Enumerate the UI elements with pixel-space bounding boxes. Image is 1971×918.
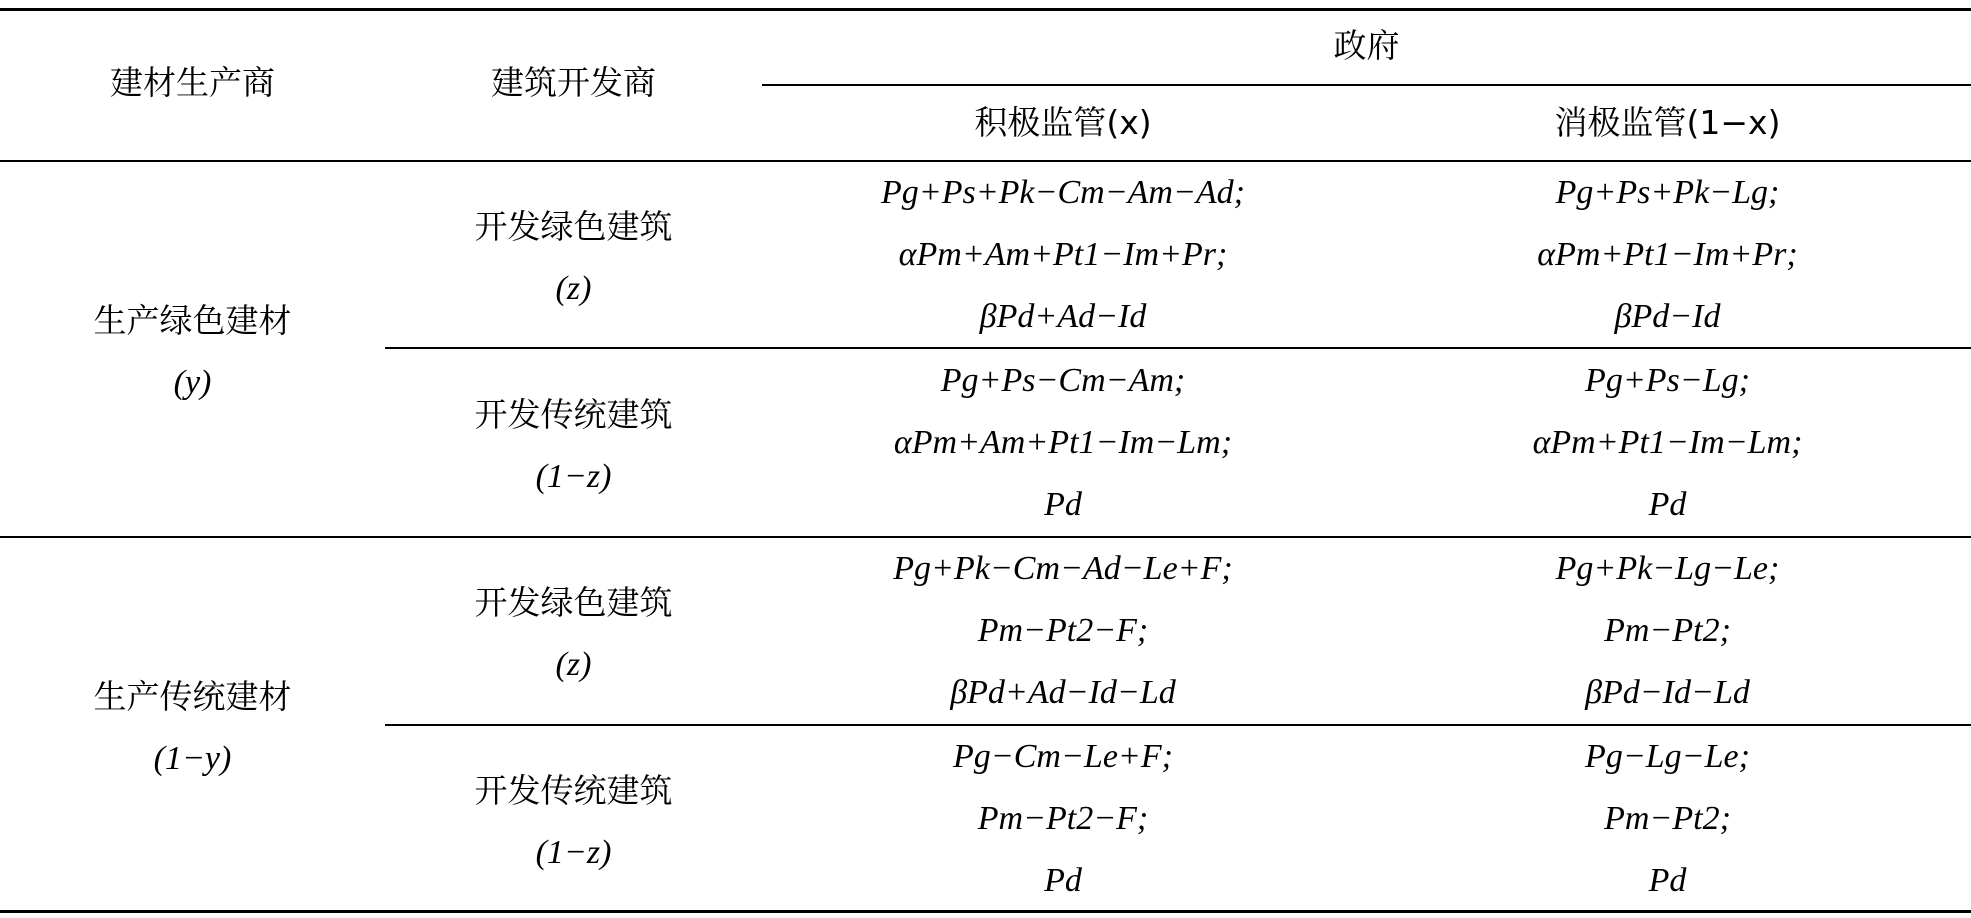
payoff-line: Pd [1648,486,1687,523]
payoff-line: αPm+Am+Pt1−Im−Lm; [893,424,1233,461]
header-producer: 建材生产商 [110,63,275,102]
payoff-line: Pd [1648,862,1687,899]
developer-green-1 [385,196,762,320]
table-top-rule [0,8,1971,11]
producer-green-label: 生产绿色建材 [93,301,292,340]
developer-label: 开发传统建筑 [474,771,673,810]
payoff-line: Pd [1044,862,1082,899]
producer-green [0,290,385,414]
producer-traditional [0,666,385,790]
payoff-line: Pm−Pt2−F; [977,612,1149,649]
payoff-line: Pg+Ps+Pk−Cm−Am−Ad; [881,174,1245,211]
payoff-passive-row3 [1364,538,1971,724]
payoff-line: Pm−Pt2−F; [977,800,1149,837]
payoff-line: Pm−Pt2; [1604,612,1731,649]
developer-traditional-2 [385,760,762,884]
developer-label: 开发绿色建筑 [474,207,673,246]
producer-green-prob: (y) [173,364,212,401]
producer-traditional-label: 生产传统建材 [93,677,292,716]
payoff-line: Pg−Lg−Le; [1585,738,1750,775]
payoff-line: Pg+Pk−Cm−Ad−Le+F; [893,550,1233,587]
payoff-line: βPd+Ad−Id−Ld [950,674,1176,711]
header-government: 政府 [1333,26,1400,65]
payoff-line: βPd−Id−Ld [1585,674,1750,711]
payoff-line: αPm+Pt1−Im+Pr; [1537,236,1798,273]
payoff-line: αPm+Am+Pt1−Im+Pr; [898,236,1228,273]
developer-traditional-1 [385,384,762,508]
payoff-active-row1 [762,162,1364,348]
payoff-line: Pg+Pk−Lg−Le; [1555,550,1780,587]
payoff-line: βPd+Ad−Id [979,298,1147,335]
payoff-line: Pg+Ps−Lg; [1585,362,1750,399]
developer-label: 开发传统建筑 [474,395,673,434]
header-developer: 建筑开发商 [491,63,656,102]
payoff-passive-row4 [1364,726,1971,912]
header-passive-regulation: 消极监管(1−x) [1554,103,1781,142]
developer-prob: (1−z) [535,458,612,495]
developer-green-2 [385,572,762,696]
payoff-passive-row2 [1364,350,1971,536]
payoff-passive-row1 [1364,162,1971,348]
producer-traditional-prob: (1−y) [153,740,232,777]
payoff-line: Pm−Pt2; [1604,800,1731,837]
government-header-underline [762,84,1971,86]
payoff-line: Pg+Ps−Cm−Am; [940,362,1186,399]
payoff-line: αPm+Pt1−Im−Lm; [1532,424,1803,461]
payoff-line: Pg−Cm−Le+F; [953,738,1173,775]
developer-prob: (z) [555,646,592,683]
payoff-active-row2 [762,350,1364,536]
payoff-line: βPd−Id [1614,298,1721,335]
payoff-active-row3 [762,538,1364,724]
payoff-active-row4 [762,726,1364,912]
developer-prob: (z) [555,270,592,307]
developer-prob: (1−z) [535,834,612,871]
payoff-line: Pd [1044,486,1082,523]
developer-label: 开发绿色建筑 [474,583,673,622]
header-active-regulation: 积极监管(x) [974,103,1152,142]
payoff-line: Pg+Ps+Pk−Lg; [1555,174,1780,211]
